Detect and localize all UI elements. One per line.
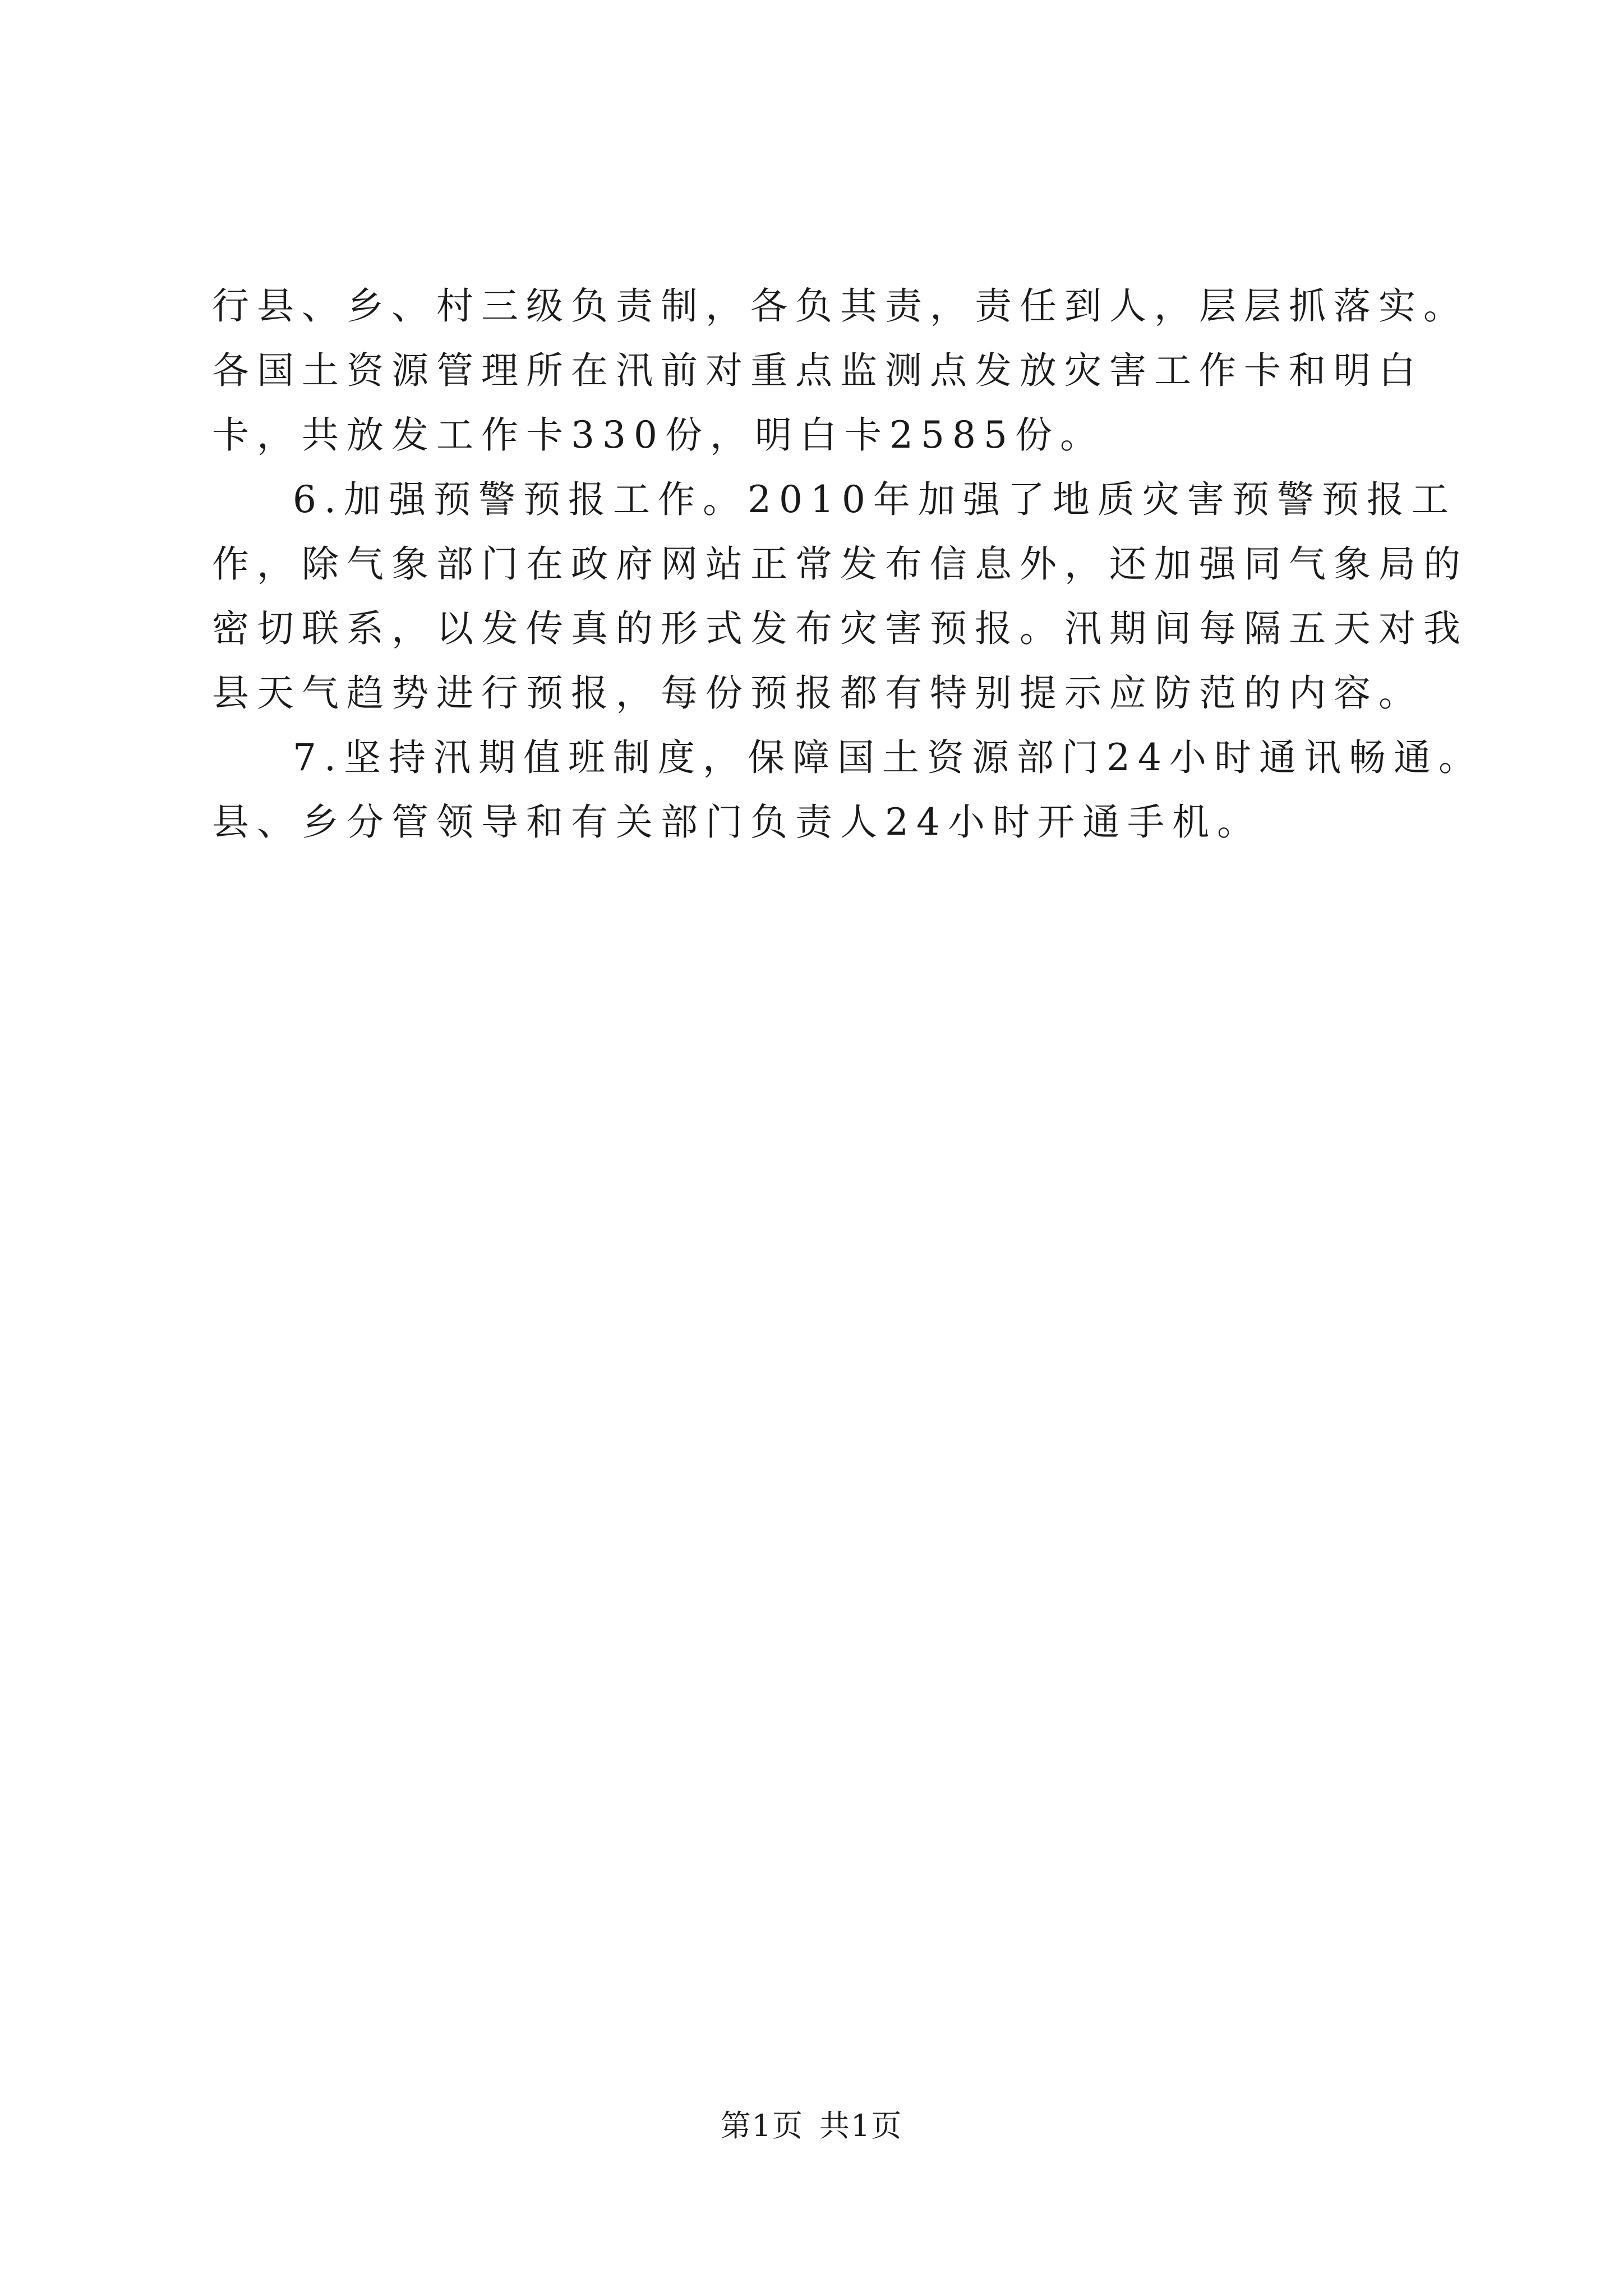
page-number-total: 共1页 bbox=[819, 2108, 903, 2143]
text-line: 作，除气象部门在政府网站正常发布信息外，还加强同气象局的 bbox=[212, 542, 1468, 586]
text-line: 卡，共放发工作卡330份，明白卡2585份。 bbox=[212, 413, 1105, 457]
text-line: 行县、乡、村三级负责制，各负其责，责任到人，层层抓落实。 bbox=[212, 284, 1468, 328]
paragraph-continuation bbox=[212, 274, 1468, 467]
text-line: 密切联系，以发传真的形式发布灾害预报。汛期间每隔五天对我 bbox=[212, 607, 1468, 650]
text-line: 各国土资源管理所在汛前对重点监测点发放灾害工作卡和明白 bbox=[212, 349, 1423, 392]
page-number-current: 第1页 bbox=[720, 2108, 804, 2143]
text-line: 县天气趋势进行预报，每份预报都有特别提示应防范的内容。 bbox=[212, 671, 1423, 715]
paragraph-item-7 bbox=[212, 725, 1483, 854]
text-line: 7.坚持汛期值班制度，保障国土资源部门24小时通讯畅通。 bbox=[293, 736, 1483, 779]
text-line: 6.加强预警预报工作。2010年加强了地质灾害预警预报工 bbox=[293, 478, 1456, 521]
paragraph-item-6 bbox=[212, 467, 1468, 725]
page-footer bbox=[0, 2106, 1623, 2146]
document-body bbox=[212, 274, 1483, 854]
text-line: 县、乡分管领导和有关部门负责人24小时开通手机。 bbox=[212, 800, 1262, 844]
